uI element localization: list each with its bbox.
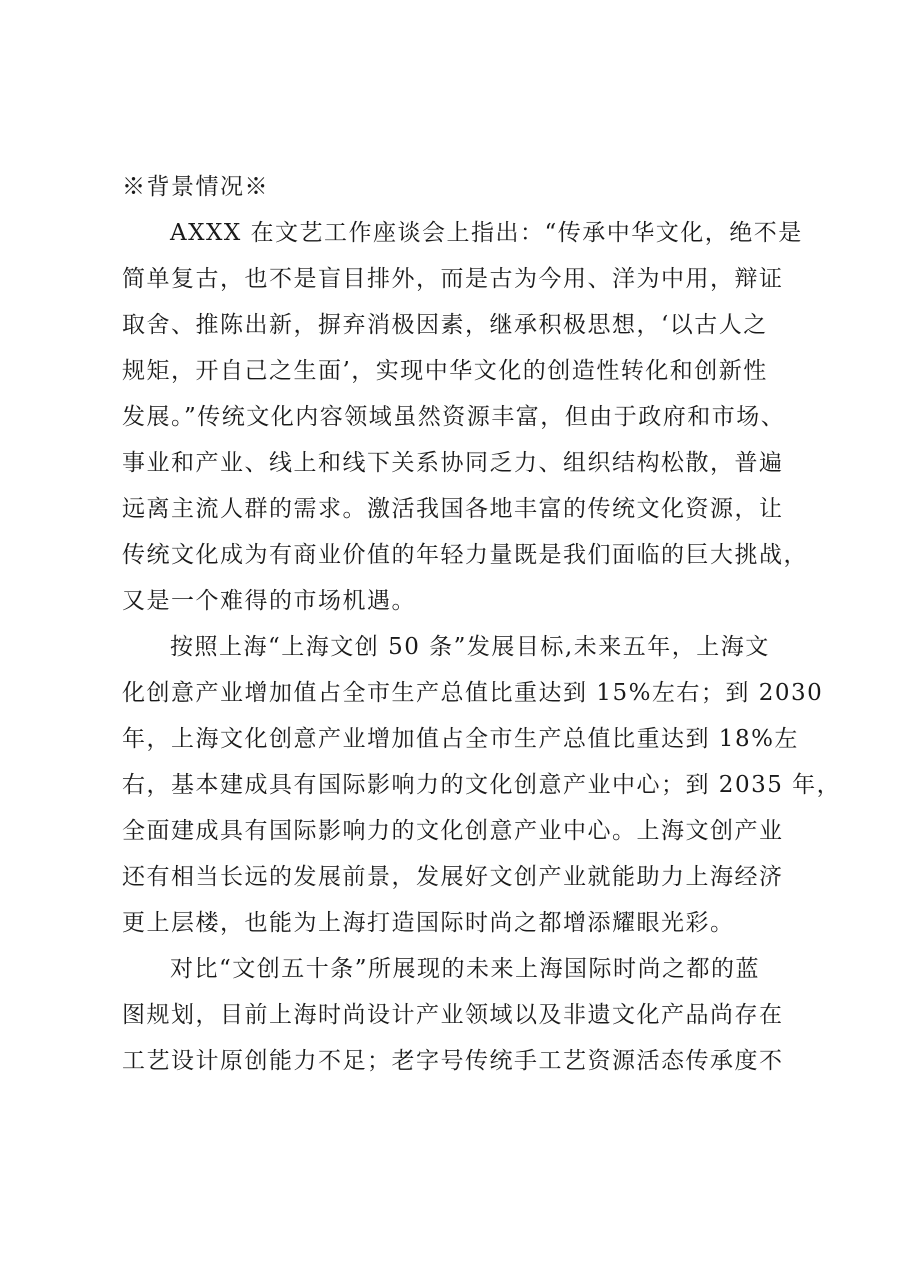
paragraph-line: 规矩，开自己之生面’，实现中华文化的创造性转化和创新性 bbox=[122, 358, 768, 384]
paragraph-line: 按照上海“上海文创 50 条”发展目标,未来五年，上海文 bbox=[170, 634, 770, 660]
document-body bbox=[122, 164, 842, 1084]
paragraph-line: 还有相当长远的发展前景，发展好文创产业就能助力上海经济 bbox=[122, 864, 784, 890]
paragraph-1 bbox=[122, 210, 808, 624]
paragraph-line: 传统文化成为有商业价值的年轻力量既是我们面临的巨大挑战， bbox=[122, 542, 808, 568]
paragraph-3 bbox=[122, 946, 802, 1084]
paragraph-line: 又是一个难得的市场机遇。 bbox=[122, 588, 416, 614]
paragraph-line: 工艺设计原创能力不足；老字号传统手工艺资源活态传承度不 bbox=[122, 1048, 784, 1074]
paragraph-line: AXXX 在文艺工作座谈会上指出：“传承中华文化，绝不是 bbox=[170, 220, 803, 246]
paragraph-line: 年，上海文化创意产业增加值占全市生产总值比重达到 18%左 bbox=[122, 726, 799, 752]
paragraph-2 bbox=[122, 624, 842, 946]
paragraph-line: 远离主流人群的需求。激活我国各地丰富的传统文化资源，让 bbox=[122, 496, 784, 522]
paragraph-line: 图规划，目前上海时尚设计产业领域以及非遗文化产品尚存在 bbox=[122, 1002, 784, 1028]
paragraph-line: 取舍、推陈出新，摒弃消极因素，继承积极思想，‘以古人之 bbox=[122, 312, 768, 338]
paragraph-line: 发展。”传统文化内容领域虽然资源丰富，但由于政府和市场、 bbox=[122, 404, 786, 430]
paragraph-line: 更上层楼，也能为上海打造国际时尚之都增添耀眼光彩。 bbox=[122, 910, 735, 936]
paragraph-line: 对比“文创五十条”所展现的未来上海国际时尚之都的蓝 bbox=[170, 956, 761, 982]
section-heading: ※背景情况※ bbox=[122, 174, 269, 200]
paragraph-line: 简单复古，也不是盲目排外，而是古为今用、洋为中用，辩证 bbox=[122, 266, 784, 292]
paragraph-line: 事业和产业、线上和线下关系协同乏力、组织结构松散，普遍 bbox=[122, 450, 784, 476]
paragraph-line: 右，基本建成具有国际影响力的文化创意产业中心；到 2035 年， bbox=[122, 772, 842, 798]
paragraph-line: 全面建成具有国际影响力的文化创意产业中心。上海文创产业 bbox=[122, 818, 784, 844]
paragraph-line: 化创意产业增加值占全市生产总值比重达到 15%左右；到 2030 bbox=[122, 680, 824, 706]
